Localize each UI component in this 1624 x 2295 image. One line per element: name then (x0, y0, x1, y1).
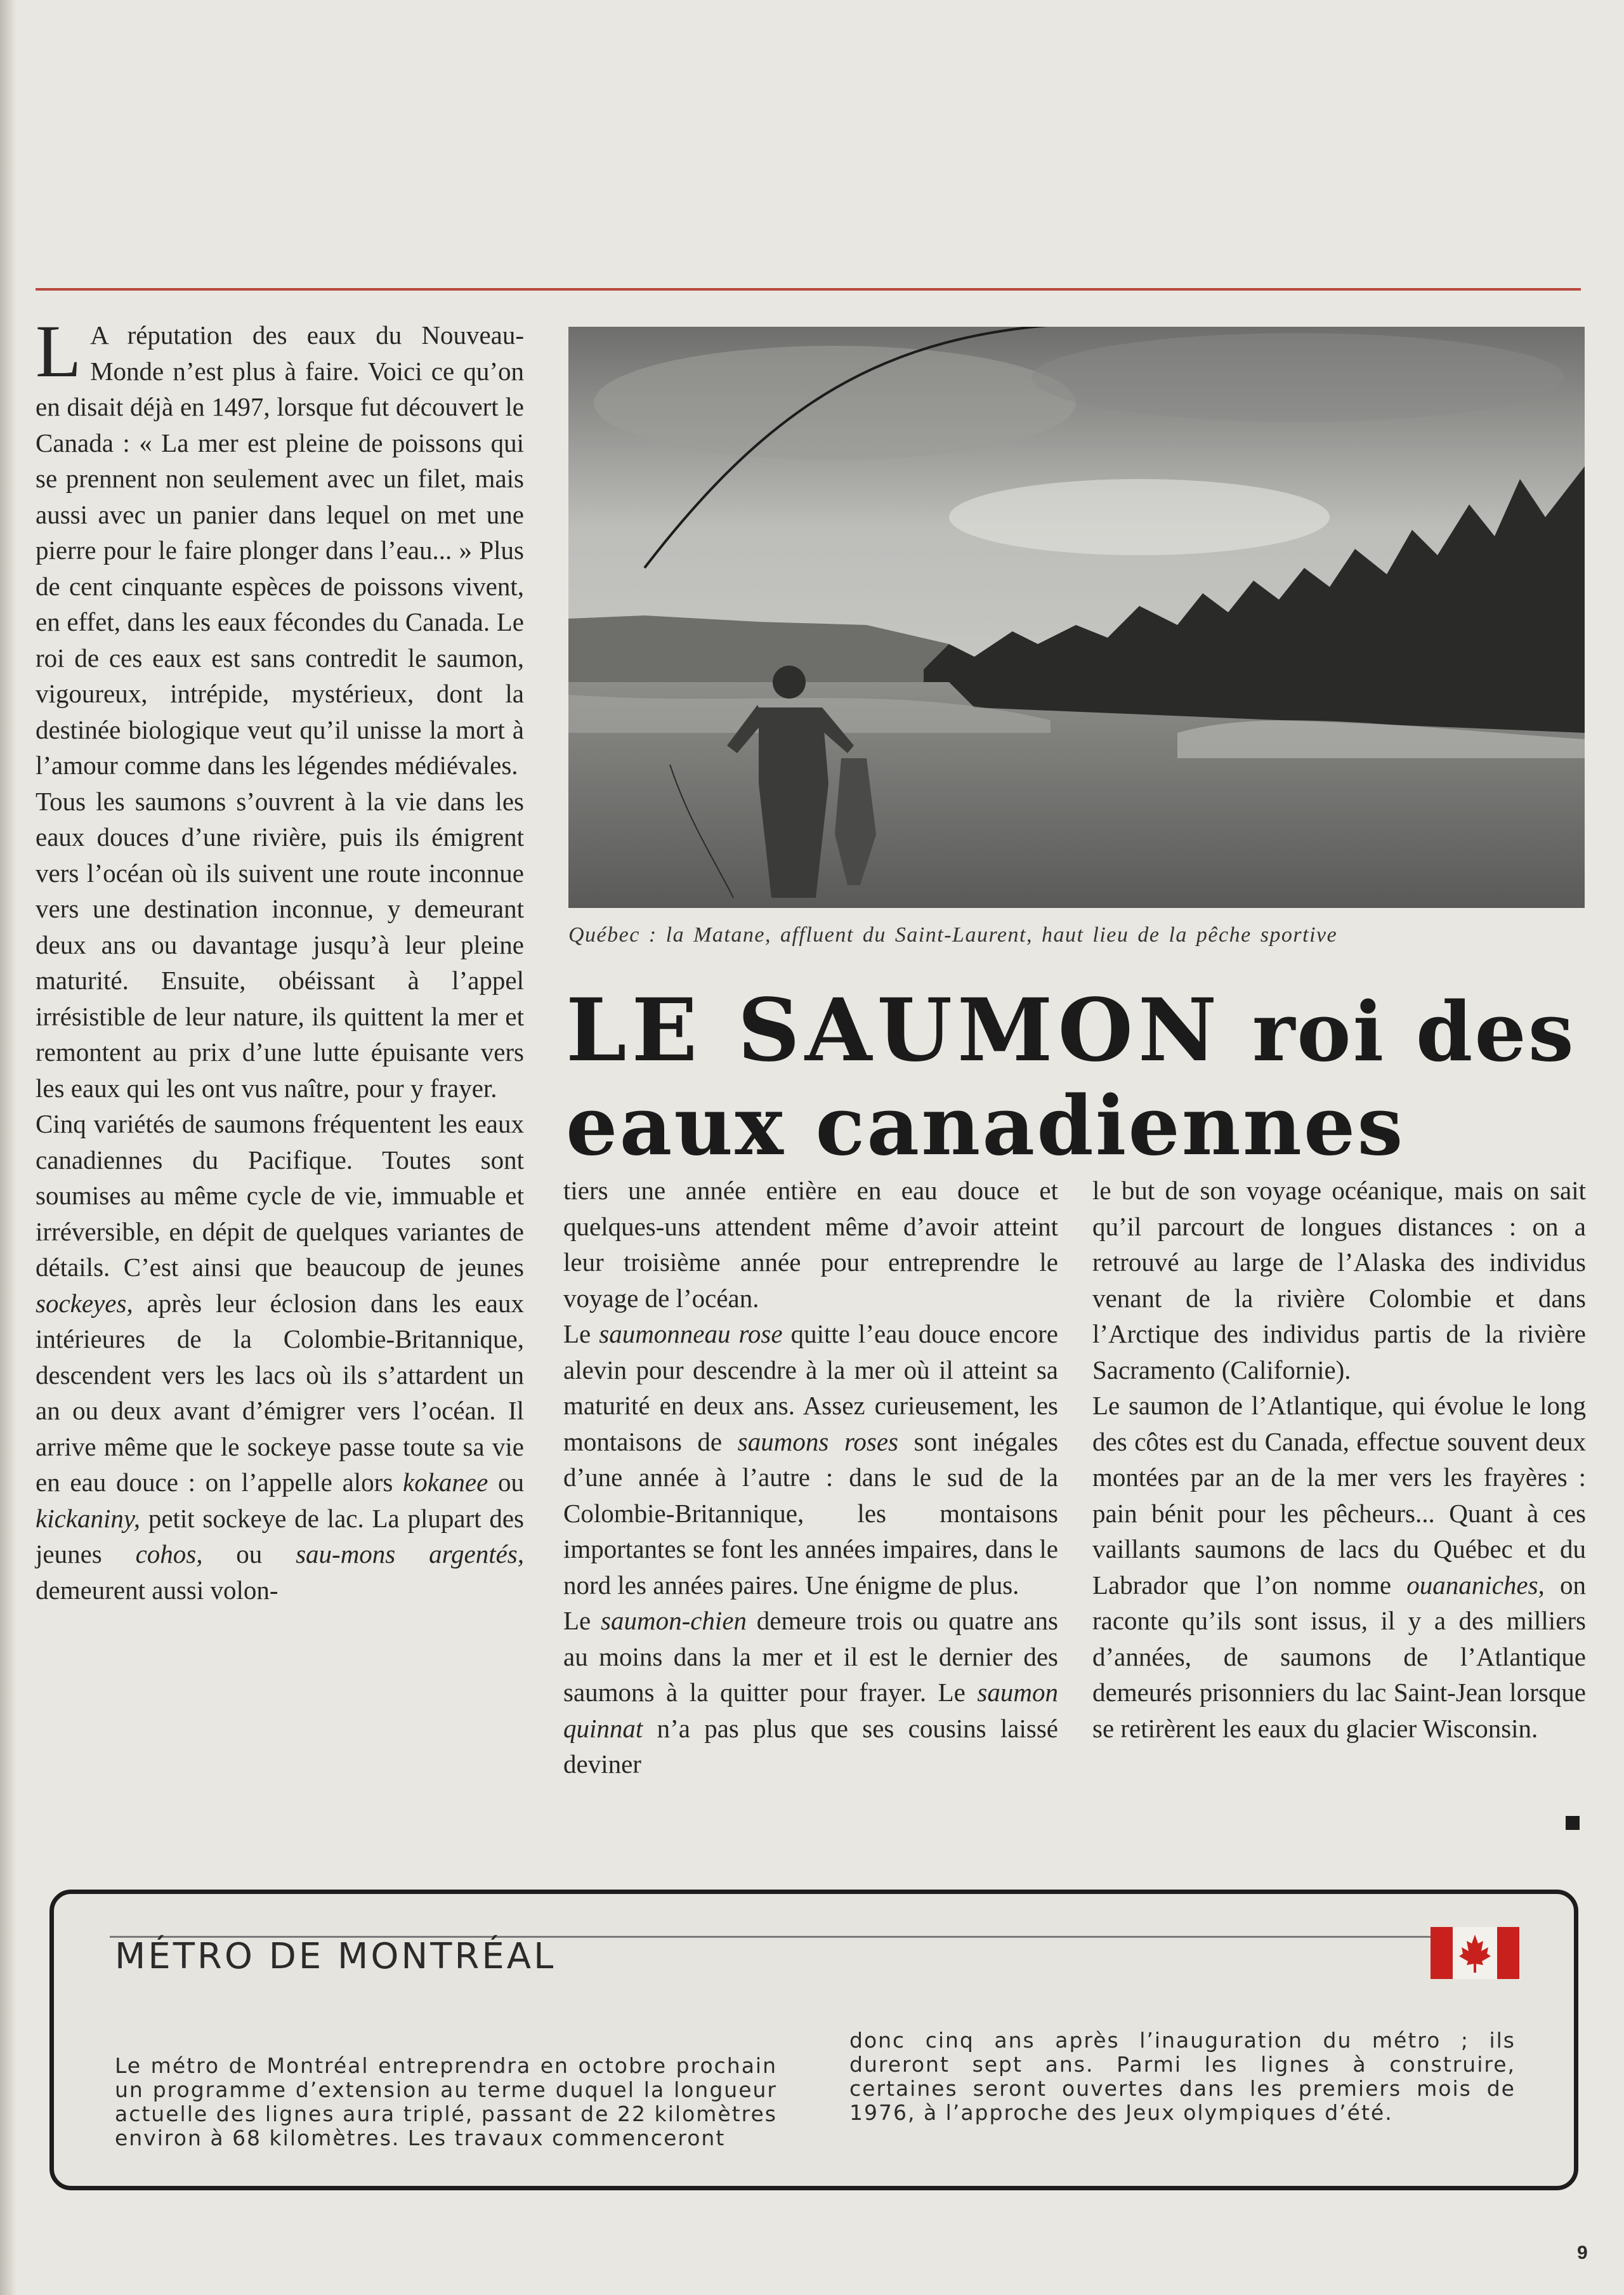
right-column (1092, 1173, 1586, 1746)
paragraph: Le saumon-chien demeure trois ou quatre ans au moins dans la mer et il est le dernier des saumons à la quitter pour frayer. Le saumon quinnat n’a pas plus que ses cousins laissé deviner (563, 1606, 1058, 1779)
headline-main: LE SAUMON (566, 980, 1222, 1081)
left-column (36, 310, 525, 1608)
maple-leaf-icon (1453, 1927, 1497, 1979)
drop-cap: L (36, 310, 82, 393)
paragraph: le but de son voyage océanique, mais on sait qu’il parcourt de longues distances : on a retrouvé au large de l’Alaska des individus venant de la rivière Colombie et dans l’Arctique des individus partis de la rivière Sacramento (Californie). (1092, 1176, 1586, 1384)
paragraph: Le saumonneau rose quitte l’eau douce encore alevin pour descendre à la mer où il atteint sa maturité en deux ans. Assez curieusement, les montaisons de saumons roses sont inégales d’une année à l’autre : dans le sud de la Colombie-Britannique, les montaisons importantes se font les années impaires, dans le nord les années paires. Une énigme de plus. (563, 1319, 1058, 1600)
headline-line2: eaux canadiennes (566, 1079, 1405, 1174)
river-fisherman-illustration (568, 327, 1585, 908)
canada-flag-icon (1431, 1927, 1519, 1979)
paragraph: tiers une année entière en eau douce et quelques-uns attendent même d’avoir atteint leur troisième année pour entreprendre le voyage de l’océan. (563, 1176, 1058, 1313)
photo-caption: Québec : la Matane, affluent du Saint-Laurent, haut lieu de la pêche sportive (568, 923, 1338, 947)
info-box-title: MÉTRO DE MONTRÉAL (115, 1936, 556, 1977)
paragraph: Cinq variétés de saumons fréquentent les eaux canadiennes du Pacifique. Toutes sont soumises au même cycle de vie, immuable et irréversible, en dépit de quelques variantes de détails. C’est ainsi que beaucoup de jeunes sockeyes, après leur éclosion dans les eaux intérieures de la Colombie-Britannique, descendent vers les lacs où ils s’attardent un an ou deux avant d’émigrer vers l’océan. Il arrive même que le sockeye passe toute sa vie en eau douce : on l’appelle alors kokanee ou kickaniny, petit sockeye de lac. La plupart des jeunes cohos, ou sau-mons argentés, demeurent aussi volon- (36, 1109, 525, 1605)
paragraph: Le saumon de l’Atlantique, qui évolue le long des côtes est du Canada, effectue souvent deux montées par an de la mer vers les frayères : pain bénit pour les pêcheurs... Quant à ces vaillants saumons de lacs du Québec et du Labrador que l’on nomme ouananiches, on raconte qu’ils sont issus, il y a des milliers d’années, de saumons de l’Atlantique demeurés prisonniers du lac Saint-Jean lorsque se retirèrent les eaux du glacier Wisconsin. (1092, 1391, 1587, 1743)
page-number: 9 (1577, 2242, 1588, 2263)
info-box-text-right: donc cinq ans après l’inauguration du métro ; ils dureront sept ans. Parmi les lignes à construire, certaines seront ouvertes dans les premiers mois de 1976, à l’approche des Jeux olympiques d’été. (849, 2028, 1516, 2125)
page-binding-edge (0, 0, 16, 2295)
info-box-text-left: Le métro de Montréal entreprendra en octobre prochain un programme d’extension au terme duquel la longueur actuelle des lignes aura triplé, passant de 22 kilomètres environ à 68 kilomètres. Les travaux commenceront (115, 2053, 777, 2150)
fishing-photo (568, 327, 1585, 908)
article-headline (566, 980, 1594, 1174)
end-square-icon (1566, 1816, 1580, 1830)
top-rule (36, 288, 1581, 291)
paragraph: Tous les saumons s’ouvrent à la vie dans les eaux douces d’une rivière, puis ils émigrent vers l’océan où ils suivent une route inconnue vers une destination inconnue, y demeurant deux ans ou davantage jusqu’à leur pleine maturité. Ensuite, obéissant à l’appel irrésistible de leur nature, ils quittent la mer et remontent au prix d’une lutte épuisante vers les eaux qui les ont vus naître, pour y frayer. (36, 786, 524, 1103)
headline-sub: roi des (1222, 985, 1576, 1080)
middle-column (563, 1173, 1058, 1782)
intro-paragraph: L A réputation des eaux du Nouveau-Monde n’est plus à faire. Voici ce qu’on en disait déjà en 1497, lorsque fut découvert le Canada : « La mer est pleine de poissons qui se prennent non seulement avec un filet, mais aussi avec un panier dans lequel on met une pierre pour le faire plonger dans l’eau... » Plus de cent cinquante espèces de poissons vivent, en effet, dans les eaux fécondes du Canada. Le roi de ces eaux est sans contredit le saumon, vigoureux, intrépide, mystérieux, dont la destinée biologique veut qu’il unisse la mort à l’amour comme dans les légendes médiévales. (36, 310, 524, 780)
metro-info-box (49, 1890, 1578, 2190)
